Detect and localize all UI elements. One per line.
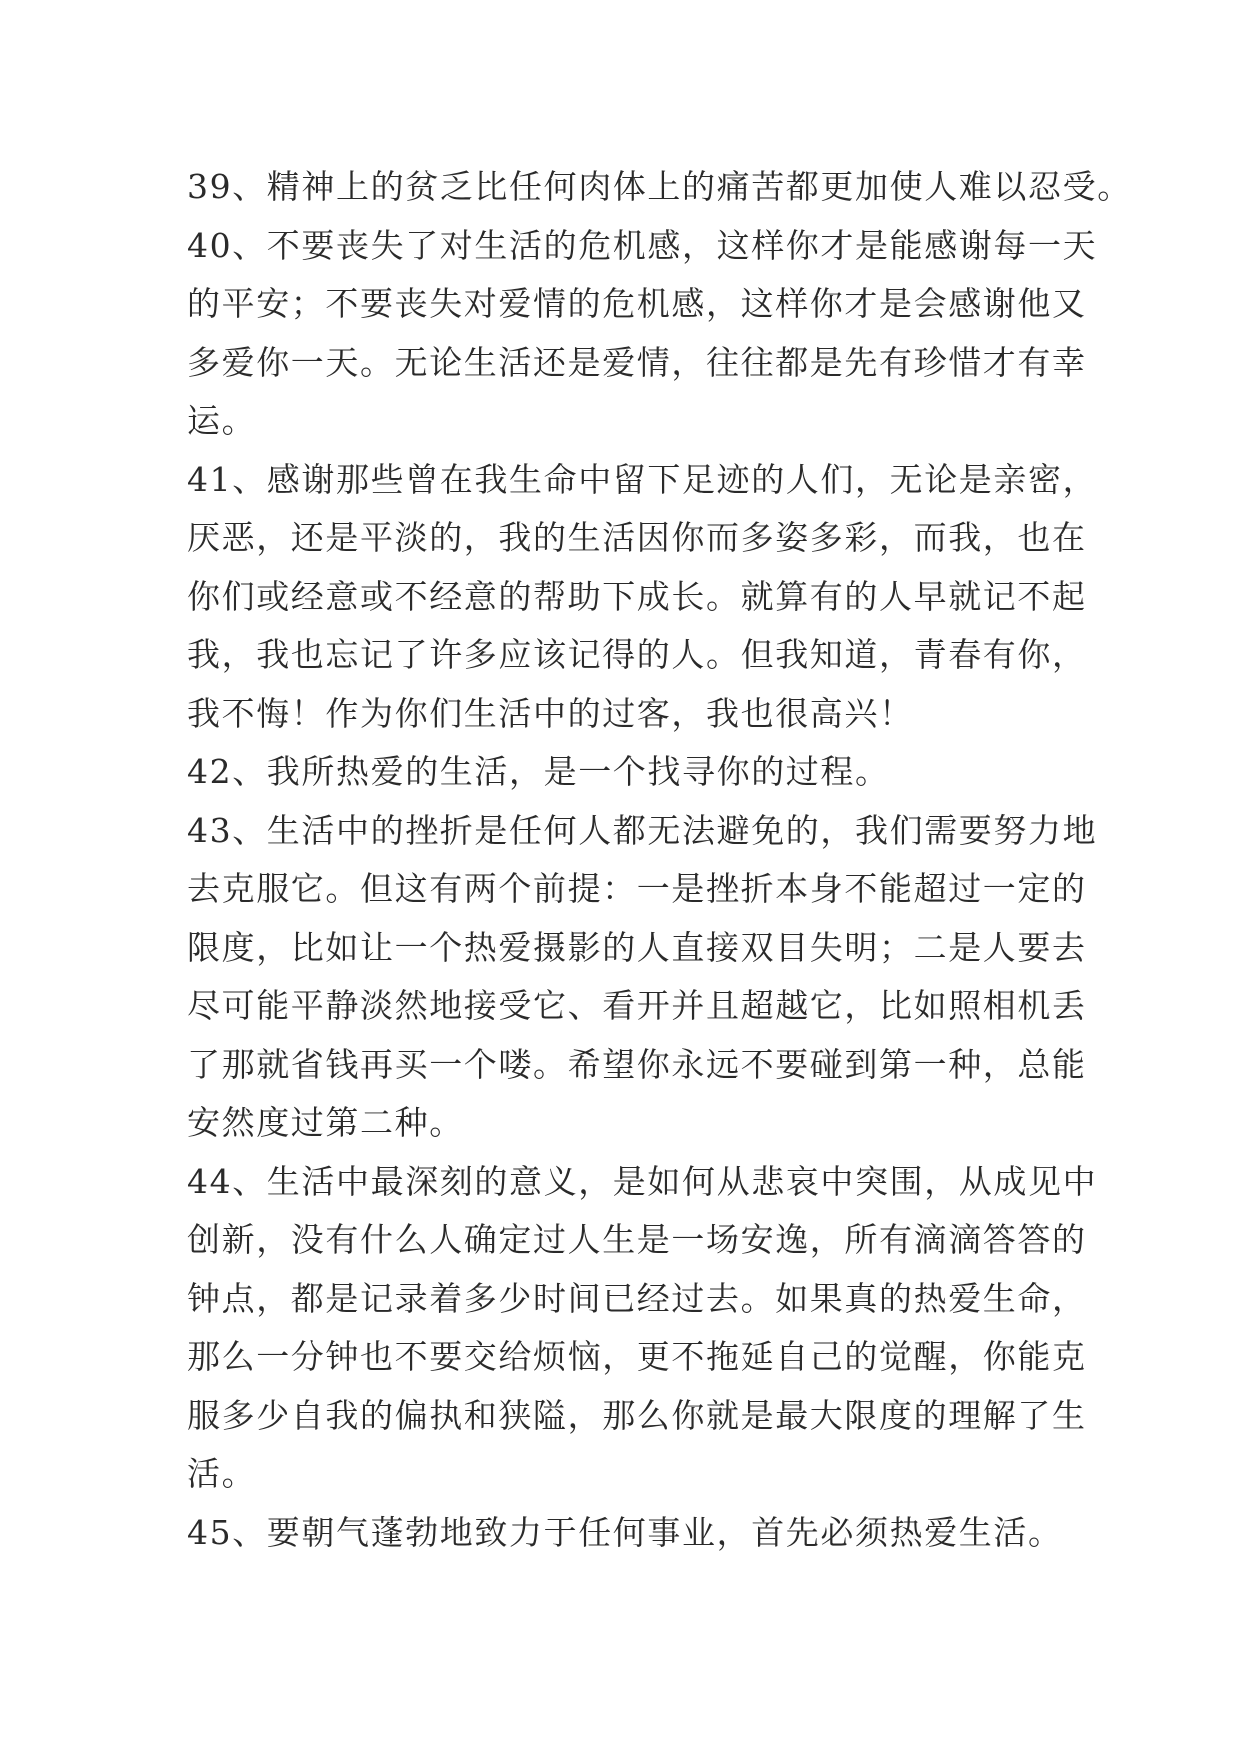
text-line: 了那就省钱再买一个喽。希望你永远不要碰到第一种，总能 <box>187 1044 1087 1084</box>
paragraph-44 <box>187 1153 1098 1504</box>
text-line: 活。 <box>187 1454 257 1493</box>
text-line: 安然度过第二种。 <box>187 1103 464 1142</box>
paragraph-41 <box>187 451 1098 744</box>
paragraph-45 <box>187 1504 1067 1563</box>
text-line: 45、要朝气蓬勃地致力于任何事业，首先必须热爱生活。 <box>187 1512 1063 1552</box>
text-line: 40、不要丧失了对生活的危机感，这样你才是能感谢每一天 <box>187 225 1098 265</box>
text-line: 钟点，都是记录着多少时间已经过去。如果真的热爱生命， <box>187 1278 1087 1318</box>
text-line: 的平安；不要丧失对爱情的危机感，这样你才是会感谢他又 <box>187 284 1087 323</box>
text-line: 你们或经意或不经意的帮助下成长。就算有的人早就记不起 <box>187 576 1087 616</box>
paragraph-42 <box>187 743 1067 802</box>
text-line: 43、生活中的挫折是任何人都无法避免的，我们需要努力地 <box>187 810 1098 850</box>
text-line: 我，我也忘记了许多应该记得的人。但我知道，青春有你， <box>187 635 1087 674</box>
text-line: 我不悔！作为你们生活中的过客，我也很高兴！ <box>187 693 914 733</box>
paragraph-40 <box>187 217 1098 451</box>
text-line: 厌恶，还是平淡的，我的生活因你而多姿多彩，而我，也在 <box>187 518 1087 557</box>
text-line: 那么一分钟也不要交给烦恼，更不拖延自己的觉醒，你能克 <box>187 1337 1087 1376</box>
text-line: 创新，没有什么人确定过人生是一场安逸，所有滴滴答答的 <box>187 1220 1087 1259</box>
text-line: 服多少自我的偏执和狭隘，那么你就是最大限度的理解了生 <box>187 1395 1087 1435</box>
text-line: 运。 <box>187 401 257 440</box>
text-line: 限度，比如让一个热爱摄影的人直接双目失明；二是人要去 <box>187 927 1087 967</box>
paragraph-43 <box>187 802 1098 1153</box>
text-line: 39、精神上的贫乏比任何肉体上的痛苦都更加使人难以忍受。 <box>187 167 1132 206</box>
paragraph-39 <box>187 158 1132 217</box>
document-body <box>187 158 1132 1562</box>
text-line: 44、生活中最深刻的意义，是如何从悲哀中突围，从成见中 <box>187 1161 1098 1201</box>
text-line: 多爱你一天。无论生活还是爱情，往往都是先有珍惜才有幸 <box>187 342 1087 382</box>
text-line: 去克服它。但这有两个前提：一是挫折本身不能超过一定的 <box>187 869 1087 908</box>
text-line: 尽可能平静淡然地接受它、看开并且超越它，比如照相机丢 <box>187 986 1087 1025</box>
text-line: 41、感谢那些曾在我生命中留下足迹的人们，无论是亲密， <box>187 459 1098 499</box>
text-line: 42、我所热爱的生活，是一个找寻你的过程。 <box>187 752 890 791</box>
